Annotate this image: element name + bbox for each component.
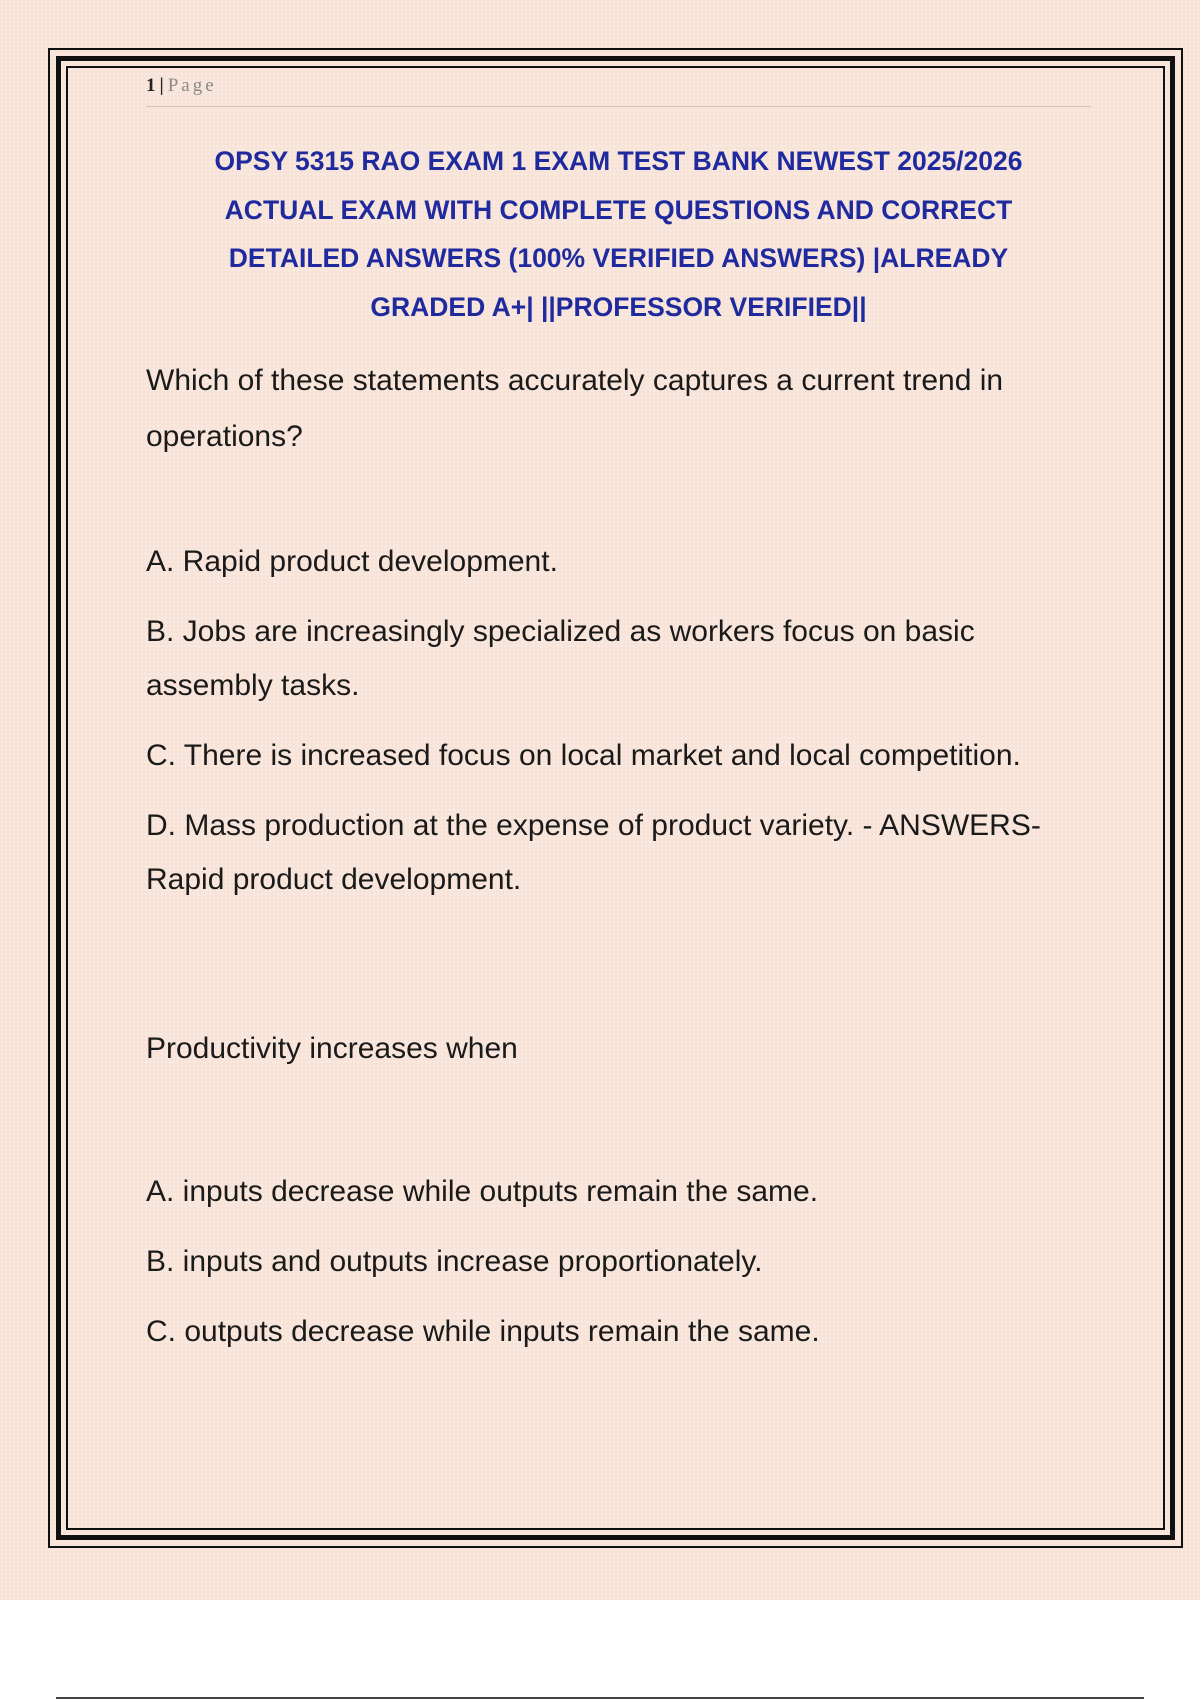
question-1-option-c: C. There is increased focus on local market and local competition. [146,739,1021,772]
page-number: 1 [146,75,156,96]
question-1-text: Which of these statements accurately captures a current trend in operations? [146,364,1004,453]
page-label: Page [167,75,217,96]
footer-divider [56,1697,1144,1699]
question-2-option-b: B. inputs and outputs increase proportionately. [146,1245,763,1278]
question-1-option-d: D. Mass production at the expense of product variety. - ANSWERS-Rapid product development. [146,809,1041,896]
title-line: OPSY 5315 RAO EXAM 1 EXAM TEST BANK NEWEST 2025/2026 [214,146,1023,176]
page-header [146,72,1091,107]
document-title [146,137,1091,331]
question-1-option-a: A. Rapid product development. [146,545,558,578]
title-line: GRADED A+| ||PROFESSOR VERIFIED|| [370,291,867,322]
page-content [146,72,1091,1359]
title-line: ACTUAL EXAM WITH COMPLETE QUESTIONS AND CORRECT [224,194,1013,225]
title-line: DETAILED ANSWERS (100% VERIFIED ANSWERS) |ALREADY [228,243,1009,273]
question-2-option-a: A. inputs decrease while outputs remain the same. [146,1175,819,1208]
question-2-text: Productivity increases when [146,1032,518,1065]
page-separator: | [159,75,164,96]
question-2-option-c: C. outputs decrease while inputs remain the same. [146,1315,820,1348]
question-1-option-b: B. Jobs are increasingly specialized as workers focus on basic assembly tasks. [146,615,975,702]
